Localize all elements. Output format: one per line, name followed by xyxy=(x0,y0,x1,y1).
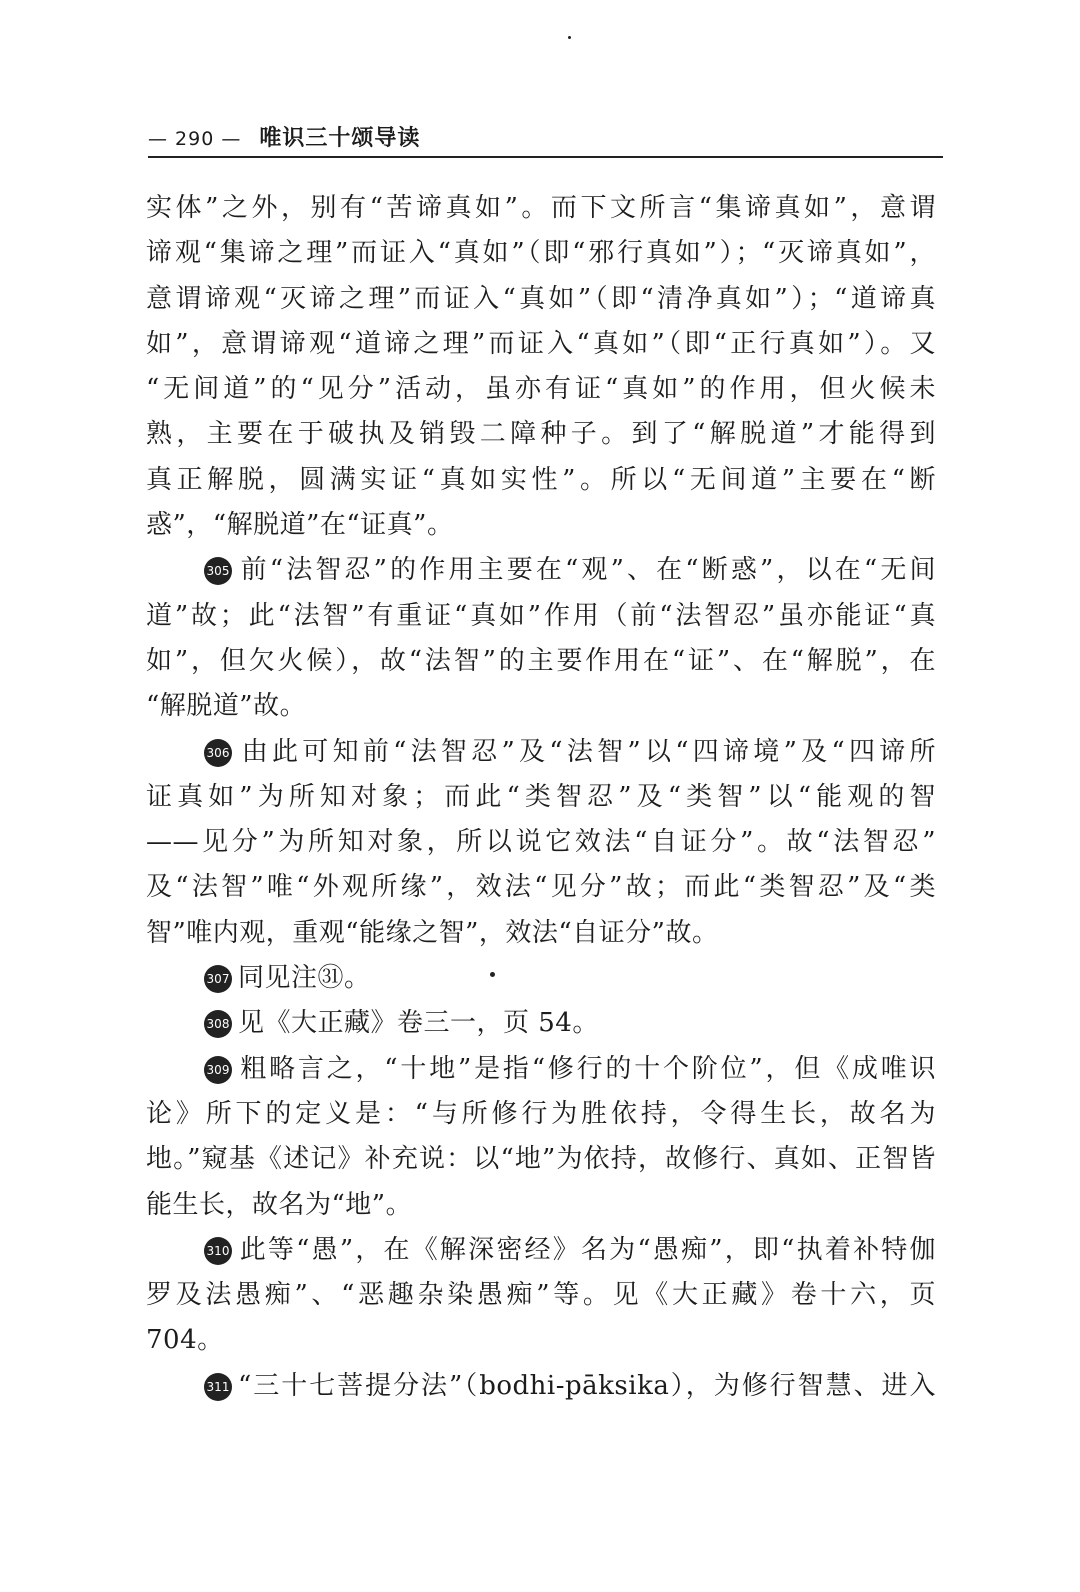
speck xyxy=(490,972,495,977)
line-text: 见《大正藏》卷三一，页 54。 xyxy=(238,1008,599,1039)
line-text: 704。 xyxy=(146,1325,224,1356)
text-line xyxy=(146,1318,936,1363)
speck xyxy=(568,36,571,39)
note-number: 306 xyxy=(204,739,232,767)
line-text: 如”，意谓谛观“道谛之理”而证入“真如”（即“正行真如”）。又 xyxy=(146,328,936,359)
text-line xyxy=(146,1364,936,1409)
line-text: 谛观“集谛之理”而证入“真如”（即“邪行真如”）；“灭谛真如”， xyxy=(146,238,936,269)
text-line xyxy=(146,1228,936,1273)
running-header xyxy=(148,122,448,156)
line-text: 此等“愚”，在《解深密经》名为“愚痴”，即“执着补特伽 xyxy=(238,1234,936,1265)
line-text: “无间道”的“见分”活动，虽亦有证“真如”的作用，但火候未 xyxy=(146,374,936,405)
text-line xyxy=(146,458,936,503)
text-line xyxy=(146,548,936,593)
text-line xyxy=(146,186,936,231)
line-text: 粗略言之，“十地”是指“修行的十个阶位”，但《成唯识 xyxy=(238,1053,936,1084)
line-text: 智”唯内观，重观“能缘之智”，效法“自证分”故。 xyxy=(146,917,719,948)
text-line xyxy=(146,639,936,684)
text-line xyxy=(146,1001,936,1046)
note-number: 310 xyxy=(204,1237,232,1265)
text-line xyxy=(146,865,936,910)
text-line xyxy=(146,911,936,956)
line-text: 前“法智忍”的作用主要在“观”、在“断惑”，以在“无间 xyxy=(238,555,936,586)
text-line xyxy=(146,503,936,548)
text-line xyxy=(146,1092,936,1137)
text-line xyxy=(146,775,936,820)
text-line xyxy=(146,412,936,457)
text-line xyxy=(146,594,936,639)
line-text: 熟，主要在于破执及销毁二障种子。到了“解脱道”才能得到 xyxy=(146,419,936,450)
note-number: 308 xyxy=(204,1010,232,1038)
note-number: 307 xyxy=(204,965,232,993)
note-number: 309 xyxy=(204,1056,232,1084)
line-text: 同见注㉛。 xyxy=(238,963,371,994)
note-number: 311 xyxy=(204,1373,232,1401)
page-number: — 290 — xyxy=(148,128,242,150)
line-text: ——见分”为所知对象，所以说它效法“自证分”。故“法智忍” xyxy=(146,827,936,858)
line-text: 论》所下的定义是：“与所修行为胜依持，令得生长，故名为 xyxy=(146,1098,936,1129)
text-line xyxy=(146,231,936,276)
line-text: 罗及法愚痴”、“恶趣杂染愚痴”等。见《大正藏》卷十六，页 xyxy=(146,1280,936,1311)
line-text: 由此可知前“法智忍”及“法智”以“四谛境”及“四谛所 xyxy=(238,736,936,767)
text-line xyxy=(146,322,936,367)
line-text: 道”故；此“法智”有重证“真如”作用（前“法智忍”虽亦能证“真 xyxy=(146,600,936,631)
text-line xyxy=(146,277,936,322)
text-line xyxy=(146,1183,936,1228)
text-line xyxy=(146,684,936,729)
book-title: 唯识三十颂导读 xyxy=(259,126,421,151)
line-text: “解脱道”故。 xyxy=(146,691,307,722)
line-text: 意谓谛观“灭谛之理”而证入“真如”（即“清净真如”）；“道谛真 xyxy=(146,283,936,314)
line-text: 及“法智”唯“外观所缘”，效法“见分”故；而此“类智忍”及“类 xyxy=(146,872,936,903)
text-line xyxy=(146,730,936,775)
line-text: 惑”，“解脱道”在“证真”。 xyxy=(146,510,454,541)
text-line xyxy=(146,1137,936,1182)
text-line xyxy=(146,1047,936,1092)
text-line xyxy=(146,1273,936,1318)
line-text: 证真如”为所知对象；而此“类智忍”及“类智”以“能观的智 xyxy=(146,781,936,812)
line-text: 能生长，故名为“地”。 xyxy=(146,1189,413,1220)
text-line xyxy=(146,956,936,1001)
header-rule xyxy=(148,156,943,158)
line-text: 地。”窥基《述记》补充说：以“地”为依持，故修行、真如、正智皆 xyxy=(146,1144,936,1175)
text-line xyxy=(146,820,936,865)
body-text xyxy=(146,186,936,1409)
text-line xyxy=(146,367,936,412)
line-text: 真正解脱，圆满实证“真如实性”。所以“无间道”主要在“断 xyxy=(146,464,936,495)
line-text: 如”，但欠火候），故“法智”的主要作用在“证”、在“解脱”，在 xyxy=(146,645,936,676)
line-text: 实体”之外，别有“苦谛真如”。而下文所言“集谛真如”，意谓 xyxy=(146,193,936,223)
line-text: “三十七菩提分法”（bodhi-pāksika），为修行智慧、进入 xyxy=(238,1370,936,1401)
note-number: 305 xyxy=(204,557,232,585)
